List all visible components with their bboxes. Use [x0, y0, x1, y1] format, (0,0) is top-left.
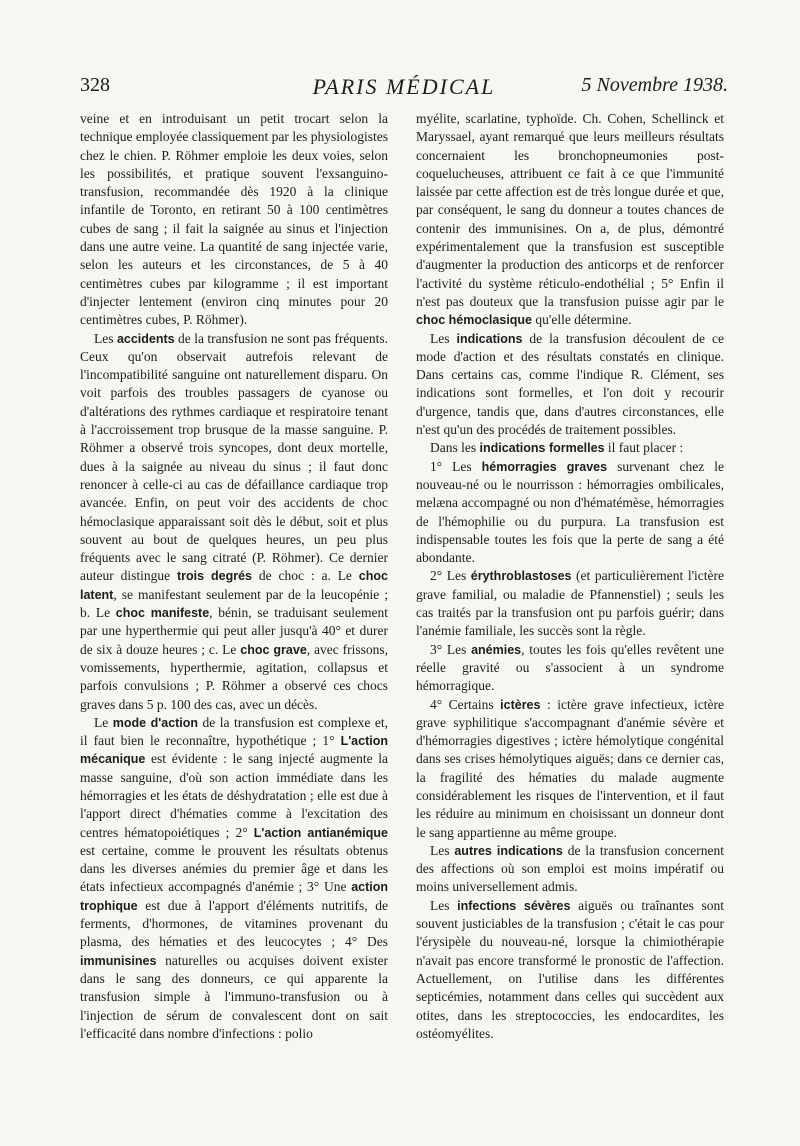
paragraph: Les indications de la transfusion découlent de ce mode d'action et des résultats constatés en clinique. Dans certains cas, comme l'indique R. Clément, ses indications sont formelles, et l'on doit y recourir d'urgence, tandis que, dans d'autres circonstances, elle n'est qu'un des procédés de traitement possibles.: [416, 330, 724, 438]
page-number: 328: [80, 74, 110, 96]
bold-term: hémorragies graves: [481, 459, 608, 474]
bold-term: choc hémoclasique: [416, 313, 533, 328]
issue-date: 5 Novembre 1938.: [581, 74, 728, 96]
paragraph: Les autres indications de la transfusion concernent des affections où son emploi est moins impératif ou moins universellement admis.: [416, 842, 724, 895]
paragraph: 3° Les anémies, toutes les fois qu'elles revêtent une réelle gravité ou s'associent à un syndrome hémorragique.: [416, 641, 724, 694]
bold-term: choc manifeste: [115, 606, 210, 621]
bold-term: anémies: [471, 642, 522, 657]
bold-term: indications: [456, 331, 523, 346]
bold-term: L'action mécanique: [80, 734, 388, 767]
bold-term: immunisines: [80, 953, 157, 968]
paragraph: Le mode d'action de la transfusion est complexe et, il faut bien le reconnaître, hypothétique ; 1° L'action mécanique est évidente : le sang injecté augmente la masse sanguine, d'où son action immédiate dans les hémorragies et les états de déshydratation ; elle est due à l'apport direct d'hématies comme à l'excitation des centres hématopoiétiques ; 2° L'action antianémique est certaine, comme le prouvent les résultats obtenus dans les diverses anémies du premier âge et dans les états infectieux accompagnés d'anémie ; 3° Une action trophique est due à l'apport d'éléments nutritifs, de ferments, d'hormones, de vitamines provenant du plasma, des hématies et des leucocytes ; 4° Des immunisines naturelles ou acquises doivent exister dans le sang des donneurs, ce qui apparente la transfusion simple à l'immuno-transfusion ou à l'injection de sérum de convalescent dont on sait l'efficacité dans nombre d'infections : polio: [80, 714, 388, 1041]
bold-term: érythroblastoses: [470, 569, 572, 584]
paragraph: veine et en introduisant un petit trocart selon la technique employée classiquement par les physiologistes chez le chien. P. Röhmer emploie les deux voies, selon les possibilités, et pratique souvent l'exsanguino-transfusion, recommandée dès 1920 à la clinique infantile de Toronto, en retirant 50 à 100 centimètres cubes de sang ; il fait la saignée au sinus et l'injection dans une autre veine. La quantité de sang injectée varie, selon les auteurs et les circonstances, de 5 à 40 centimètres cubes par kilogramme ; il est important d'injecter lentement (environ cinq minutes pour 20 centimètres cubes, P. Röhmer).: [80, 111, 388, 328]
running-header: [80, 74, 728, 108]
paragraph: Les accidents de la transfusion ne sont pas fréquents. Ceux qu'on observait autrefois relevant de l'incompatibilité sanguine ont naturellement disparu. On voit parfois des troubles passagers de cyanose ou d'altérations des rythmes cardiaque et respiratoire tenant à l'accroissement trop brusque de la masse sanguine. P. Röhmer a observé trois syncopes, dont deux mortelle, dues à la saignée au niveau du sinus ; il faut donc renoncer à celle-ci au cas de défaillance cardiaque trop avancée. Enfin, on peut voir des accidents de choc hémoclasique apparaissant soit dès le début, soit et plus souvent au bout de quelques heures, un peu plus fréquents avec le sang citraté (P. Röhmer). Ce dernier auteur distingue trois degrés de choc : a. Le choc latent, se manifestant seulement par de la leucopénie ; b. Le choc manifeste, bénin, se traduisant seulement par une hyperthermie qui peut aller jusqu'à 40° et durer de six à douze heures ; c. Le choc grave, avec frissons, vomissements, hyperthermie, agitation, collapsus et parfois convulsions ; P. Röhmer a observé ces chocs graves dans 5 p. 100 des cas, avec un décès.: [80, 330, 388, 712]
bold-term: trois degrés: [176, 569, 253, 584]
right-column: [416, 110, 724, 1043]
bold-term: choc latent: [80, 569, 388, 602]
bold-term: choc grave: [240, 642, 307, 657]
paragraph: Dans les indications formelles il faut placer :: [430, 440, 684, 456]
journal-title: PARIS MÉDICAL: [312, 74, 496, 99]
paragraph: 2° Les érythroblastoses (et particulièrement l'ictère grave familial, ou maladie de Pfannenstiel) ; seuls les cas traités par la transfusion ont pu parfois guérir; dans l'anémie familiale, les succès sont la règle.: [416, 568, 724, 639]
paragraph: 4° Certains ictères : ictère grave infectieux, ictère grave syphilitique s'accompagnant d'anémie sévère et d'hémorragies digestives ; ictère hémolytique congénital dans ses crises hémolytiques aiguës; dans ce dernier cas, la fragilité des hématies du malade augmente considérablement les risques de l'intervention, et il faut les réduire au minimum en choisissant un donneur dont le sang appartienne au même groupe.: [416, 696, 725, 840]
paragraph: 1° Les hémorragies graves survenant chez le nouveau-né ou le nourrisson : hémorragies ombilicales, melæna accompagné ou non d'hématémèse, hémorragies de l'hémophilie ou du purpura. La transfusion est indispensable toutes les fois que la perte de sang a été abondante.: [416, 458, 725, 566]
bold-term: infections sévères: [457, 898, 571, 913]
left-column: [80, 110, 388, 1043]
bold-term: indications formelles: [479, 441, 605, 456]
paragraph: Les infections sévères aiguës ou traînantes sont souvent justiciables de la transfusion ; c'était le cas pour l'érysipèle du nouveau-né, lorsque la chimiothérapie n'avait pas encore transformé le pronostic de l'affection. Actuellement, on l'utilise dans les différentes septicémies, notamment dans celles qui succèdent aux otites, dans les streptococcies, les endocardites, les ostéomyélites.: [416, 897, 724, 1041]
bold-term: accidents: [116, 331, 175, 346]
bold-term: L'action antianémique: [253, 825, 388, 840]
bold-term: ictères: [500, 697, 541, 712]
bold-term: action trophique: [80, 880, 388, 913]
bold-term: autres indications: [454, 843, 563, 858]
paragraph: myélite, scarlatine, typhoïde. Ch. Cohen, Schellinck et Maryssael, ayant remarqué que leurs meilleurs résultats concernaient les bronchopneumonies post-coquelucheuses, attribuent ce fait à ce que l'immunité laissée par cette affection est de très longue durée et que, par conséquent, le sang du donneur a toutes chances de contenir des immunisines. On a, de plus, démontré expérimentalement que la transfusion est susceptible d'augmenter la production des anticorps et de renforcer l'activité du système réticulo-endothélial ; 5° Enfin il n'est pas douteux que la transfusion puisse agir par le choc hémoclasique qu'elle détermine.: [416, 111, 724, 328]
bold-term: mode d'action: [112, 715, 199, 730]
